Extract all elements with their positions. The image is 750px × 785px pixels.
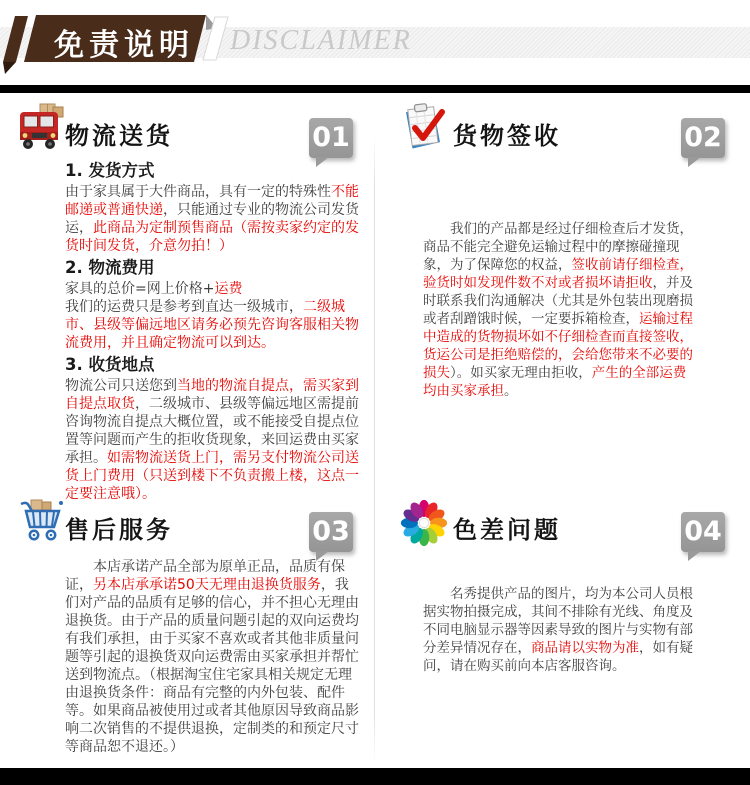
section-goods-receipt: [385, 103, 745, 400]
section-color-difference: [385, 497, 745, 675]
badge-tail: [688, 157, 701, 167]
shopping-cart-icon: [17, 497, 67, 549]
section-number-badge: [681, 512, 725, 552]
badge-number: 04: [684, 516, 722, 547]
section-body: [423, 220, 697, 400]
text-run: 我们的产品都是经过仔细检查后才发货，商品不能完全避免运输过程中的摩擦碰撞现象，为了保障您的权益，: [423, 221, 693, 273]
text-run: ，并及时联系我们沟通解决（尤其是外包装出现磨损或者刮蹭饿时候，一定要拆箱检查，: [423, 275, 693, 327]
header-divider-bar: [0, 85, 750, 93]
text-run: 名秀提供产品的图片，均为本公司人员根据实物拍摄完成，其间不排除有光线、角度及不同电脑显示器等因素导致的图片与实物有部分差异情况存在，: [423, 586, 693, 656]
clipboard-check-icon: [399, 103, 449, 155]
body-paragraph: [65, 377, 361, 503]
text-run: 我们的运费只是参考到直达一级城市，: [65, 299, 303, 315]
text-run: 本店承诺产品全部为原单正品，品质有保证，: [65, 559, 345, 593]
section-body: [423, 585, 697, 675]
section-after-sales: [15, 497, 367, 756]
section-number-badge: [309, 118, 353, 158]
body-paragraph: [65, 558, 361, 756]
highlighted-red-text: 运费: [214, 281, 243, 297]
section-header: [385, 497, 745, 549]
subsection-heading: 3. 收货地点: [65, 355, 155, 374]
text-run: ，我们对产品的品质有足够的信心，并不担心无理由退换货。由于产品的质量问题引起的双向运费均有我们承担，由于买家不喜欢或者其他非质量问题等引起的退换货双向运费需由买家承担并帮忙送到物流点。（根据淘宝住宅家具相关规定无理由退换货条件：商品有完整的内外包装、配件等。如果商品被使用过或者其他原因导致商品影响二次销售的不提供退换，定制类的和预定尺寸等商品恕不退还。）: [65, 577, 359, 755]
section-body: [65, 162, 361, 503]
section-title: 物流送货: [65, 122, 173, 150]
color-flower-icon: [399, 497, 449, 549]
text-run: 家具的总价=网上价格+: [65, 281, 215, 297]
body-paragraph: [65, 280, 361, 298]
body-paragraph: [65, 183, 361, 255]
subsection-heading: 2. 物流费用: [65, 258, 155, 277]
text-run: ）。如买家无理由拒收，: [450, 365, 592, 381]
text-run: 。: [504, 383, 518, 399]
highlighted-red-text: 二级城市、县级等偏远地区请务必预先咨询客服相关物流费用，并且确定物流可以到达。: [65, 299, 359, 351]
text-run: ，二级城市、县级等偏远地区需提前咨询物流自提点大概位置，或不能接受自提点位置等问题而产生的拒收货现象，来回运费由买家承担。: [65, 396, 359, 466]
section-header: [15, 497, 367, 549]
page-subtitle: DISCLAIMER: [230, 25, 412, 56]
page-title: 免责说明: [54, 28, 194, 63]
highlighted-red-text: 另本店承承诺50天无理由退换货服务: [93, 577, 321, 593]
badge-tail: [688, 551, 701, 561]
subsection-heading: 1. 发货方式: [65, 161, 155, 180]
highlighted-red-text: 当地的物流自提点，需买家到自提点取货: [65, 378, 359, 412]
text-run: 物流公司只送您到: [65, 378, 177, 394]
section-title: 售后服务: [65, 516, 173, 544]
text-run: ，如有疑问，请在购买前向本店客服咨询。: [423, 640, 693, 674]
section-header: [15, 103, 367, 155]
text-run: 由于家具属于大件商品，具有一定的特殊性: [65, 184, 331, 200]
highlighted-red-text: 运输过程中造成的货物损坏如不仔细检查而直接签收，货运公司是拒绝赔偿的，会给您带来不必要的损失: [423, 311, 693, 381]
section-number-badge: [309, 512, 353, 552]
text-run: ，只能通过专业的物流公司发货运，: [65, 202, 359, 236]
badge-tail: [316, 157, 329, 167]
section-title: 货物签收: [453, 122, 561, 150]
badge-number: 01: [312, 122, 350, 153]
badge-tail: [316, 551, 329, 561]
badge-number: 02: [684, 122, 722, 153]
highlighted-red-text: 签收前请仔细检查，验货时如发现件数不对或者损坏请拒收: [423, 257, 693, 291]
highlighted-red-text: 商品请以实物为准: [531, 640, 639, 656]
highlighted-red-text: 如需物流送货上门，需另支付物流公司送货上门费用（只送到楼下不负责搬上楼，这点一定要注意哦）。: [65, 450, 359, 502]
badge-number: 03: [312, 516, 350, 547]
section-title: 色差问题: [453, 516, 561, 544]
section-number-badge: [681, 118, 725, 158]
section-body: [65, 558, 361, 756]
footer-bar: [0, 768, 750, 785]
truck-icon: [17, 103, 67, 155]
column-divider: [374, 135, 375, 763]
highlighted-red-text: 产生的全部运费均由买家承担: [423, 365, 687, 399]
body-paragraph: [423, 220, 697, 400]
body-paragraph: [65, 298, 361, 352]
highlighted-red-text: 此商品为定制预售商品（需按卖家约定的发货时间发货，介意勿拍！）: [65, 220, 359, 254]
highlighted-red-text: 不能邮递或普通快递: [65, 184, 359, 218]
body-paragraph: [423, 585, 697, 675]
section-header: [385, 103, 745, 155]
section-logistics-delivery: [15, 103, 367, 503]
